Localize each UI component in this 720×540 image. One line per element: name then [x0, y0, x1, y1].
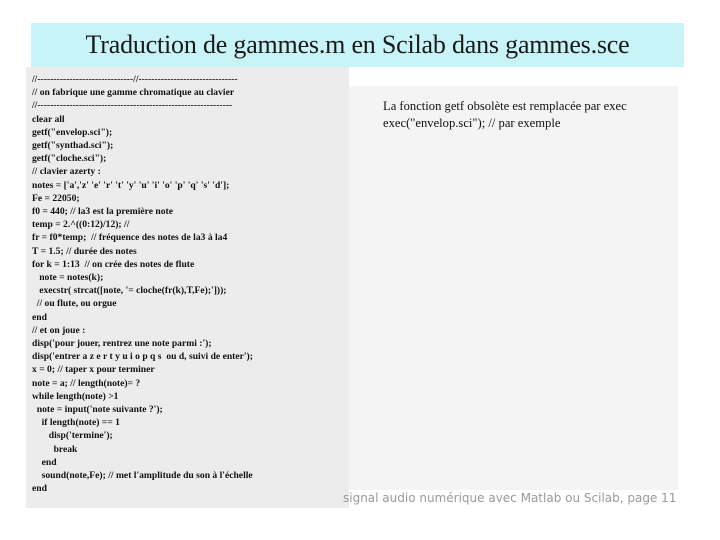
code-line: break — [32, 443, 78, 455]
code-line: disp('pour jouer, rentrez une note parmi :'); — [32, 338, 212, 350]
code-line: //------------------------------------------------------------- — [32, 100, 233, 112]
note-line: La fonction getf obsolète est remplacée par exec — [383, 99, 627, 113]
slide-title-bar — [31, 23, 684, 67]
code-line: // clavier azerty : — [32, 166, 101, 178]
code-line: if length(note) == 1 — [32, 417, 120, 429]
code-line: //------------------------------//------------------------------- — [32, 74, 238, 85]
code-line: clear all — [32, 113, 65, 125]
code-line: end — [32, 456, 57, 468]
code-line: T = 1.5; // durée des notes — [32, 245, 137, 257]
code-line: getf("cloche.sci"); — [32, 153, 107, 165]
code-line: notes = ['a','z' 'e' 'r' 't' 'y' 'u' 'i' 'o' 'p' 'q' 's' 'd']; — [32, 179, 230, 191]
code-line: note = input('note suivante ?'); — [32, 404, 163, 416]
code-line: end — [32, 483, 47, 495]
note-box — [349, 86, 678, 490]
code-line: fr = f0*temp; // fréquence des notes de la3 à la4 — [32, 232, 228, 244]
code-line: note = a; // length(note)= ? — [32, 377, 141, 389]
code-line: Fe = 22050; — [32, 192, 80, 204]
code-line: temp = 2.^((0:12)/12); // — [32, 219, 130, 231]
slide-title: Traduction de gammes.m en Scilab dans gammes.sce — [85, 30, 630, 59]
code-line: while length(note) >1 — [32, 390, 119, 402]
code-line: getf("synthad.sci"); — [32, 140, 114, 152]
code-listing — [26, 67, 349, 508]
code-line: note = notes(k); — [32, 272, 104, 284]
code-line: sound(note,Fe); // met l'amplitude du son à l'échelle — [32, 470, 253, 482]
page-footer: signal audio numérique avec Matlab ou Scilab, page 11 — [343, 491, 677, 505]
code-line: execstr( strcat([note, '= cloche(fr(k),T,Fe);'])); — [32, 285, 227, 297]
code-line: // et on joue : — [32, 324, 86, 336]
code-line: f0 = 440; // la3 est la première note — [32, 206, 173, 218]
code-line: for k = 1:13 // on crée des notes de flute — [32, 258, 195, 270]
code-line: getf("envelop.sci"); — [32, 126, 113, 138]
code-line: // on fabrique une gamme chromatique au clavier — [32, 87, 235, 99]
code-line: disp('termine'); — [32, 430, 113, 442]
note-line: exec("envelop.sci"); // par exemple — [383, 116, 561, 130]
code-line: disp('entrer a z e r t y u i o p q s ou d, suivi de enter'); — [32, 351, 253, 363]
code-line: // ou flute, ou orgue — [32, 298, 117, 310]
code-line: x = 0; // taper x pour terminer — [32, 364, 155, 376]
code-line: end — [32, 311, 47, 323]
